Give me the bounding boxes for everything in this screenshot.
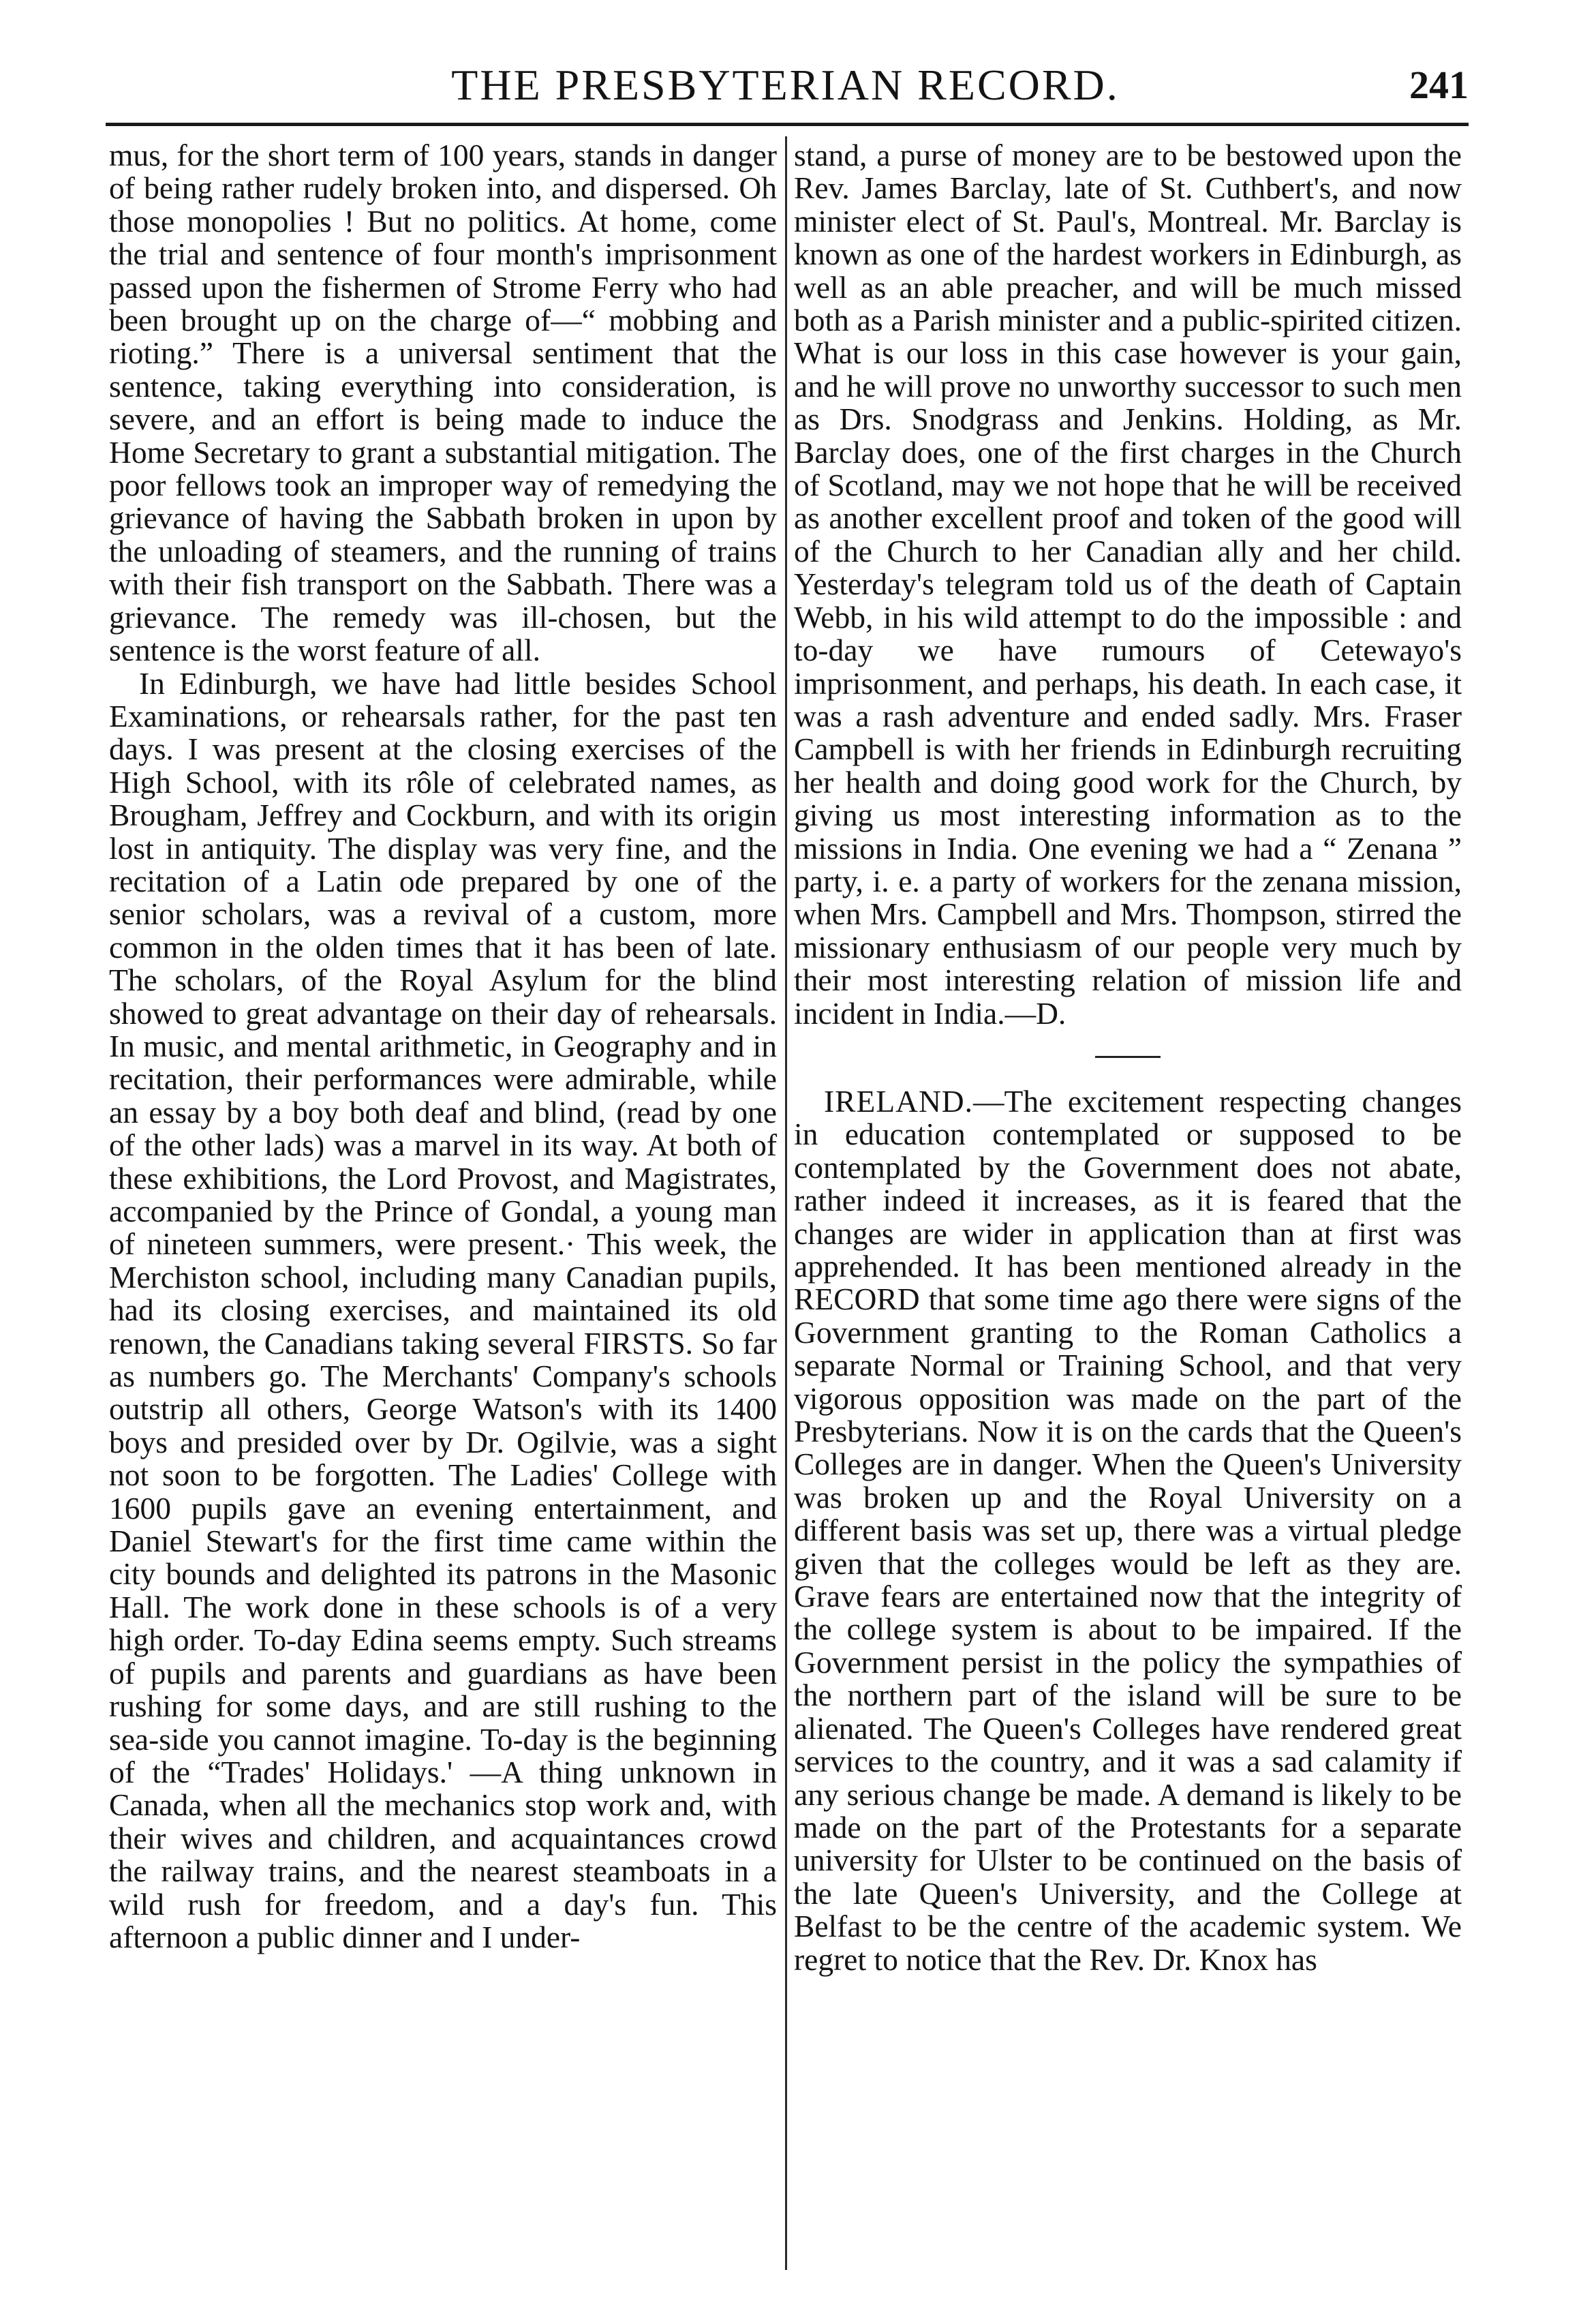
page-number: 241 (1409, 63, 1469, 107)
running-title: THE PRESBYTERIAN RECORD. (451, 61, 1120, 109)
ireland-paragraph-text: —The excitement respecting changes in education contemplated or supposed to be contemplated by the Government does not abate, rather indeed it increases, as it is feared that the changes are wider in application than at first was apprehended. It has been mentioned already in the RECORD that some time ago there were signs of the Government granting to the Roman Catholics a separate Normal or Training School, and that very vigorous opposition was made on the part of the Presbyterians. Now it is on the cards that the Queen's Colleges are in danger. When the Queen's University was broken up and the Royal University on a different basis was set up, there was a virtual pledge given that the colleges would be left as they are. Grave fears are entertained now that the integrity of the college system is about to be impaired. If the Government persist in the policy the sympathies of the northern part of the island will be sure to be alienated. The Queen's Colleges have rendered great services to the country, and it was a sad calamity if any serious change be made. A demand is likely to be made on the part of the Protestants for a separate university for Ulster to be continued on the basis of the late Queen's University, and the College at Belfast to be the centre of the academic system. We regret to notice that the Rev. Dr. Knox has (794, 1083, 1462, 1977)
left-paragraph-2: In Edinburgh, we have had little besides School Examinations, or rehearsals rather, for the past ten days. I was present at the closing exercises of the High School, with its rôle of celebrated names, as Brougham, Jeffrey and Cockburn, and with its origin lost in antiquity. The display was very fine, and the recitation of a Latin ode prepared by one of the senior scholars, was a revival of a custom, more common in the olden times that it has been of late. The scholars, of the Royal Asylum for the blind showed to great advantage on their day of rehearsals. In music, and mental arithmetic, in Geography and in recitation, their performances were admirable, while an essay by a boy both deaf and blind, (read by one of the other lads) was a marvel in its way. At both of these exhibitions, the Lord Provost, and Magistrates, accompanied by the Prince of Gondal, a young man of nineteen summers, were present.· This week, the Merchiston school, including many Canadian pupils, had its closing exercises, and maintained its old renown, the Canadians taking several FIRSTS. So far as numbers go. The Merchants' Company's schools outstrip all others, George Watson's with its 1400 boys and presided over by Dr. Ogilvie, was a sight not soon to be forgotten. The Ladies' College with 1600 pupils gave an evening entertainment, and Daniel Stewart's for the first time came within the city bounds and delighted its patrons in the Masonic Hall. The work done in these schools is of a very high order. To-day Edina seems empty. Such streams of pupils and parents and guardians as have been rushing for some days, and are still rushing to the sea-side you cannot imagine. To-day is the beginning of the “Trades' Holidays.' —A thing unknown in Canada, when all the mechanics stop work and, with their wives and children, and acquaintances crowd the railway trains, and the nearest steamboats in a wild rush for freedom, and a day's fun. This afternoon a public dinner and I under- (109, 665, 777, 1954)
section-divider (1095, 1056, 1161, 1058)
page-header (102, 60, 1469, 110)
right-paragraph-2 (794, 1085, 1462, 1976)
column-divider (785, 136, 787, 2270)
right-paragraph-1: stand, a purse of money are to be bestowed upon the Rev. James Barclay, late of St. Cuthbert's, and now minister elect of St. Paul's, Montreal. Mr. Barclay is known as one of the hardest workers in Edinburgh, as well as an able preacher, and will be much missed both as a Parish minister and a public-spirited citizen. What is our loss in this case however is your gain, and he will prove no unworthy successor to such men as Drs. Snodgrass and Jenkins. Holding, as Mr. Barclay does, one of the first charges in the Church of Scotland, may we not hope that he will be received as another excellent proof and token of the good will of the Church to her Canadian ally and her child. Yesterday's telegram told us of the death of Captain Webb, in his wild attempt to do the impossible : and to-day we have rumours of Cetewayo's imprisonment, and perhaps, his death. In each case, it was a rash adventure and ended sadly. Mrs. Fraser Campbell is with her friends in Edinburgh recruiting her health and doing good work for the Church, by giving us most interesting information as to the missions in India. One evening we had a “ Zenana ” party, i. e. a party of workers for the zenana mission, when Mrs. Campbell and Mrs. Thompson, stirred the missionary enthusiasm of our people very much by their most interesting relation of mission life and incident in India.—D. (794, 138, 1462, 1031)
header-rule (106, 123, 1469, 126)
left-paragraph-1: mus, for the short term of 100 years, stands in danger of being rather rudely broken into, and dispersed. Oh those monopolies ! But no politics. At home, come the trial and sentence of four month's imprisonment passed upon the fishermen of Strome Ferry who had been brought up on the charge of—“ mobbing and rioting.” There is a universal sentiment that the sentence, taking everything into consideration, is severe, and an effort is being made to induce the Home Secretary to grant a substantial mitigation. The poor fellows took an improper way of remedying the grievance of having the Sabbath broken in upon by the unloading of steamers, and the running of trains with their fish transport on the Sabbath. There was a grievance. The remedy was ill-chosen, but the sentence is the worst feature of all. (109, 138, 777, 668)
right-column (794, 139, 1462, 1976)
left-column (109, 139, 777, 1954)
section-lead-ireland: IRELAND. (824, 1083, 974, 1119)
